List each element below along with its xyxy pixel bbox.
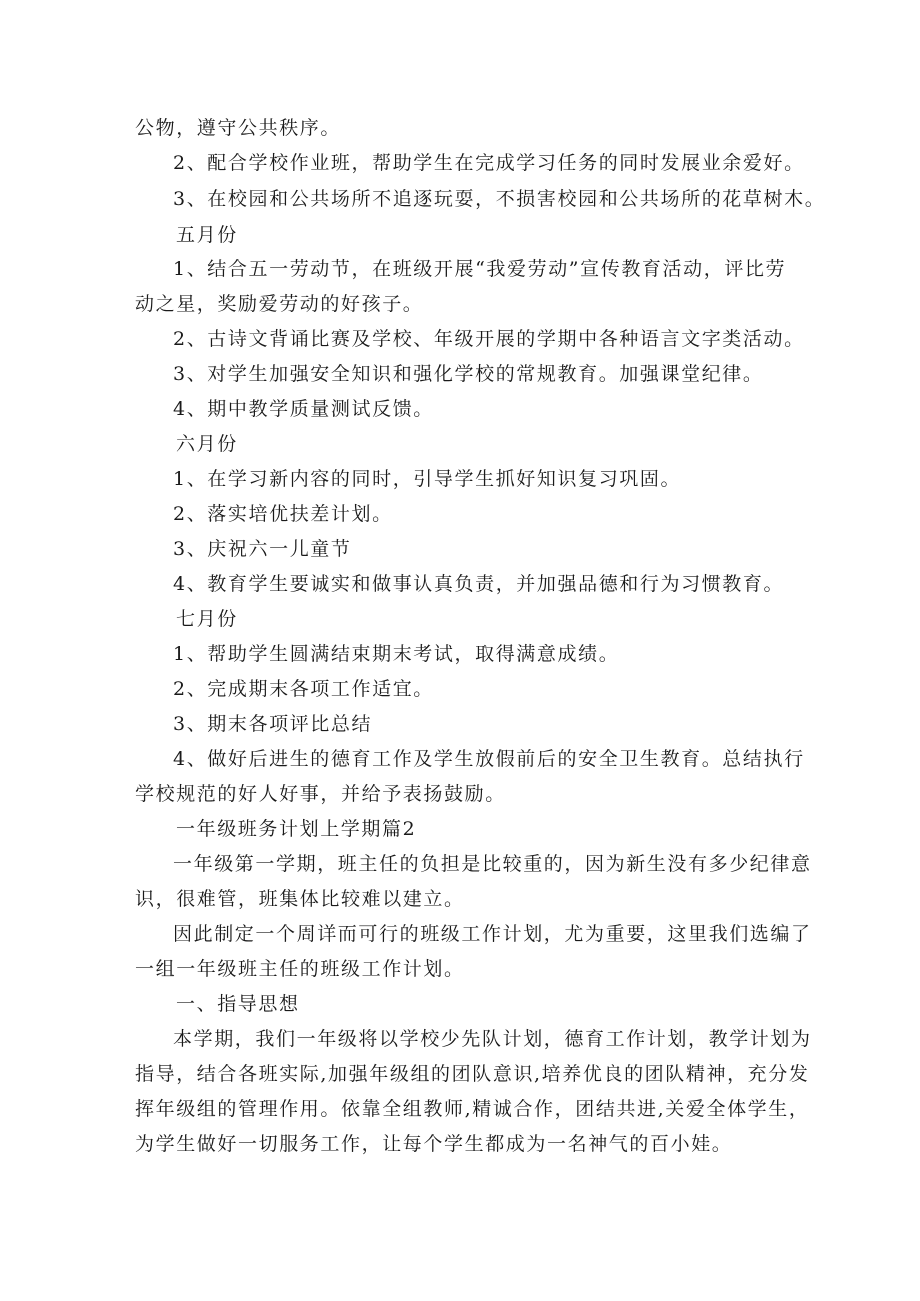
text-line: 挥年级组的管理作用。依靠全组教师,精诚合作，团结共进,关爱全体学生，	[135, 1098, 810, 1120]
text-line: 一组一年级班主任的班级工作计划。	[135, 958, 465, 980]
text-line: 1、帮助学生圆满结束期末考试，取得满意成绩。	[173, 643, 620, 665]
text-line: 一年级第一学期，班主任的负担是比较重的，因为新生没有多少纪律意	[173, 853, 812, 875]
text-line: 为学生做好一切服务工作，让每个学生都成为一名神气的百小娃。	[135, 1133, 733, 1155]
text-line: 3、在校园和公共场所不追逐玩耍，不损害校园和公共场所的花草树木。	[173, 188, 826, 210]
text-line: 本学期，我们一年级将以学校少先队计划，德育工作计划，教学计划为	[173, 1028, 812, 1050]
text-line: 2、落实培优扶差计划。	[173, 503, 393, 525]
text-line: 因此制定一个周详而可行的班级工作计划，尤为重要，这里我们选编了	[173, 923, 812, 945]
text-line: 4、期中教学质量测试反馈。	[173, 398, 434, 420]
section-heading: 五月份	[176, 224, 238, 246]
section-heading: 七月份	[176, 608, 238, 630]
text-line: 4、教育学生要诚实和做事认真负责，并加强品德和行为习惯教育。	[173, 573, 785, 595]
text-line: 识，很难管，班集体比较难以建立。	[135, 888, 465, 910]
article-title: 一年级班务计划上学期篇2	[176, 818, 417, 840]
text-line: 3、庆祝六一儿童节	[173, 538, 352, 560]
text-line: 1、在学习新内容的同时，引导学生抓好知识复习巩固。	[173, 468, 682, 490]
text-line: 4、做好后进生的德育工作及学生放假前后的安全卫生教育。总结执行	[173, 748, 805, 770]
section-heading: 一、指导思想	[176, 993, 300, 1015]
text-line: 2、古诗文背诵比赛及学校、年级开展的学期中各种语言文字类活动。	[173, 328, 805, 350]
text-line: 公物，遵守公共秩序。	[135, 117, 342, 139]
text-line: 1、结合五一劳动节，在班级开展“我爱劳动”宣传教育活动，评比劳	[173, 258, 787, 280]
text-line: 3、对学生加强安全知识和强化学校的常规教育。加强课堂纪律。	[173, 363, 764, 385]
text-line: 3、期末各项评比总结	[173, 713, 373, 735]
section-heading: 六月份	[176, 433, 238, 455]
text-line: 动之星，奖励爱劳动的好孩子。	[135, 293, 424, 315]
text-line: 指导，结合各班实际,加强年级组的团队意识,培养优良的团队精神，充分发	[135, 1063, 810, 1085]
text-line: 学校规范的好人好事，并给予表扬鼓励。	[135, 783, 506, 805]
text-line: 2、配合学校作业班，帮助学生在完成学习任务的同时发展业余爱好。	[173, 152, 805, 174]
text-line: 2、完成期末各项工作适宜。	[173, 678, 434, 700]
